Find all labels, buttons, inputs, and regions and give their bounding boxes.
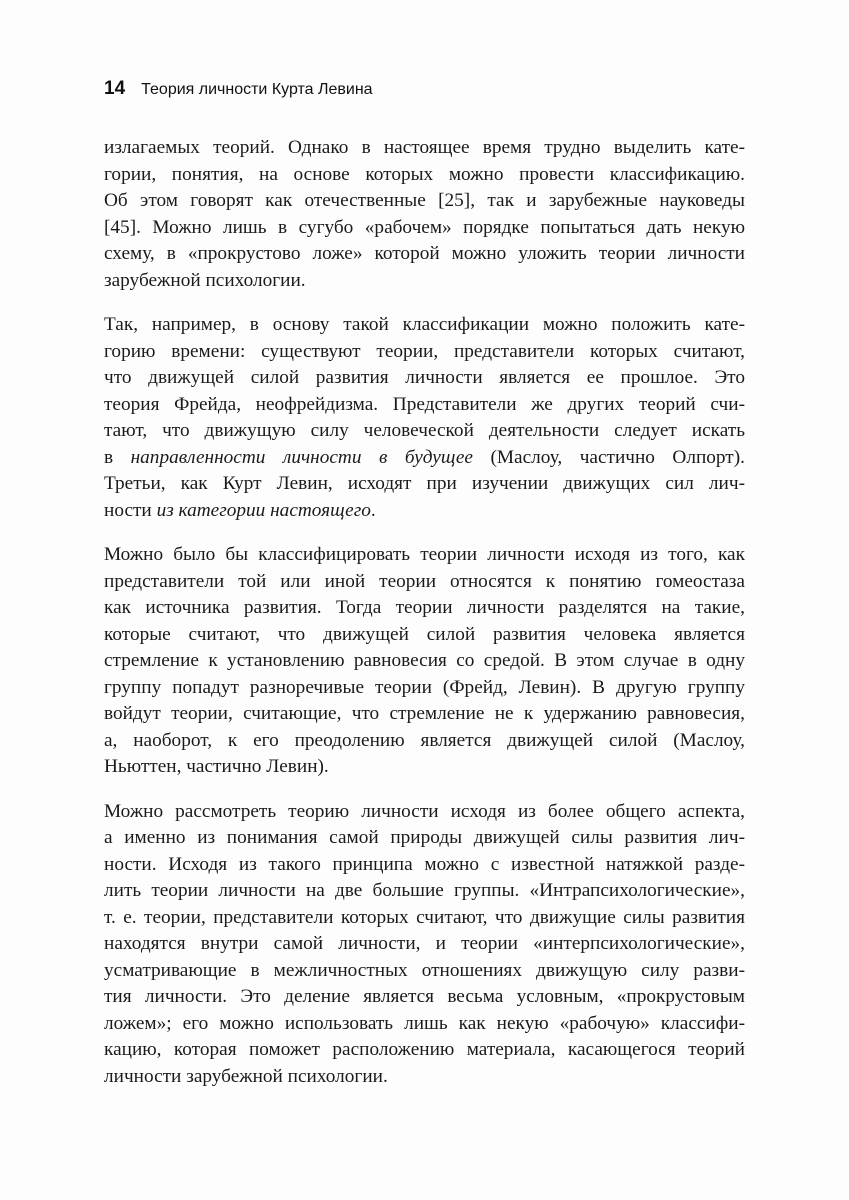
text-line: излагаемых теорий. Однако в настоящее время трудно выделить кате- [104,137,745,158]
text-line: тают, что движущую силу человеческой деятельности следует искать [104,420,745,441]
text-line: ности. Исходя из такого принципа можно с известной натяжкой разде- [104,853,745,875]
text-line: т. е. теории, представители которых считают, что движущие силы развития [104,906,745,928]
text-line: а, наоборот, к его преодолению является движущей силой (Маслоу, [104,729,745,751]
text-line: Так, например, в основу такой классификации можно положить кате- [104,314,745,335]
body-text [104,135,745,1108]
text-line: зарубежной психологии. [104,269,306,291]
text-line: ложем»; его можно использовать лишь как некую «рабочую» классифи- [104,1012,745,1034]
text-line: [45]. Можно лишь в сугубо «рабочем» порядке попытаться дать некую [104,216,745,238]
running-title: Теория личности Курта Левина [141,81,373,98]
text-line: тия личности. Это деление является весьма условным, «прокрустовым [104,986,745,1007]
text-line: находятся внутри самой личности, и теории «интерпсихологические», [104,933,745,954]
text-line: Можно было бы классифицировать теории личности исходя из того, как [104,544,745,565]
text-line: представители той или иной теории относятся к понятию гомеостаза [104,570,745,592]
paragraph-2 [104,312,745,524]
text-line: усматривающие в межличностных отношениях движущую силу разви- [104,959,745,981]
text-run: в [104,446,131,468]
text-line: Об этом говорят как отечественные [25], так и зарубежные науковеды [104,190,745,211]
running-head [104,78,373,100]
text-line-with-emphasis [104,445,745,472]
emphasis-text: из категории настоящего [156,499,371,521]
text-line: как источника развития. Тогда теории личности разделятся на такие, [104,597,745,618]
text-line: лить теории личности на две большие группы. «Интрапсихологические», [104,880,745,901]
text-line: которые считают, что движущей силой развития человека является [104,623,745,645]
page-number: 14 [104,78,126,99]
text-line: что движущей силой развития личности является ее прошлое. Это [104,367,745,388]
text-line: стремление к установлению равновесия со средой. В этом случае в одну [104,650,745,671]
text-line: группу попадут разноречивые теории (Фрейд, Левин). В другую группу [104,676,745,698]
text-line: кацию, которая поможет расположению материала, касающегося теорий [104,1039,745,1060]
text-line-with-emphasis [104,498,745,525]
text-line: Можно рассмотреть теорию личности исходя из более общего аспекта, [104,800,745,822]
text-line: а именно из понимания самой природы движущей силы развития лич- [104,827,745,848]
text-line: войдут теории, считающие, что стремление не к удержанию равновесия, [104,703,745,724]
emphasis-text: направленности личности в будущее [130,446,473,468]
paragraph-4 [104,799,745,1091]
text-run: ности [104,499,157,521]
text-line: гории, понятия, на основе которых можно провести классификацию. [104,163,745,185]
text-line: личности зарубежной психологии. [104,1065,388,1087]
text-line: схему, в «прокрустово ложе» которой можно уложить теории личности [104,243,745,264]
text-line: горию времени: существуют теории, представители которых считают, [104,340,745,362]
text-run: . [370,499,376,521]
text-line: Третьи, как Курт Левин, исходят при изучении движущих сил лич- [104,473,745,494]
text-line: Ньюттен, частично Левин). [104,756,329,777]
paragraph-3 [104,542,745,781]
text-line: теория Фрейда, неофрейдизма. Представители же других теорий счи- [104,393,745,415]
paragraph-1 [104,135,745,294]
text-run: (Маслоу, частично Олпорт). [473,446,745,468]
